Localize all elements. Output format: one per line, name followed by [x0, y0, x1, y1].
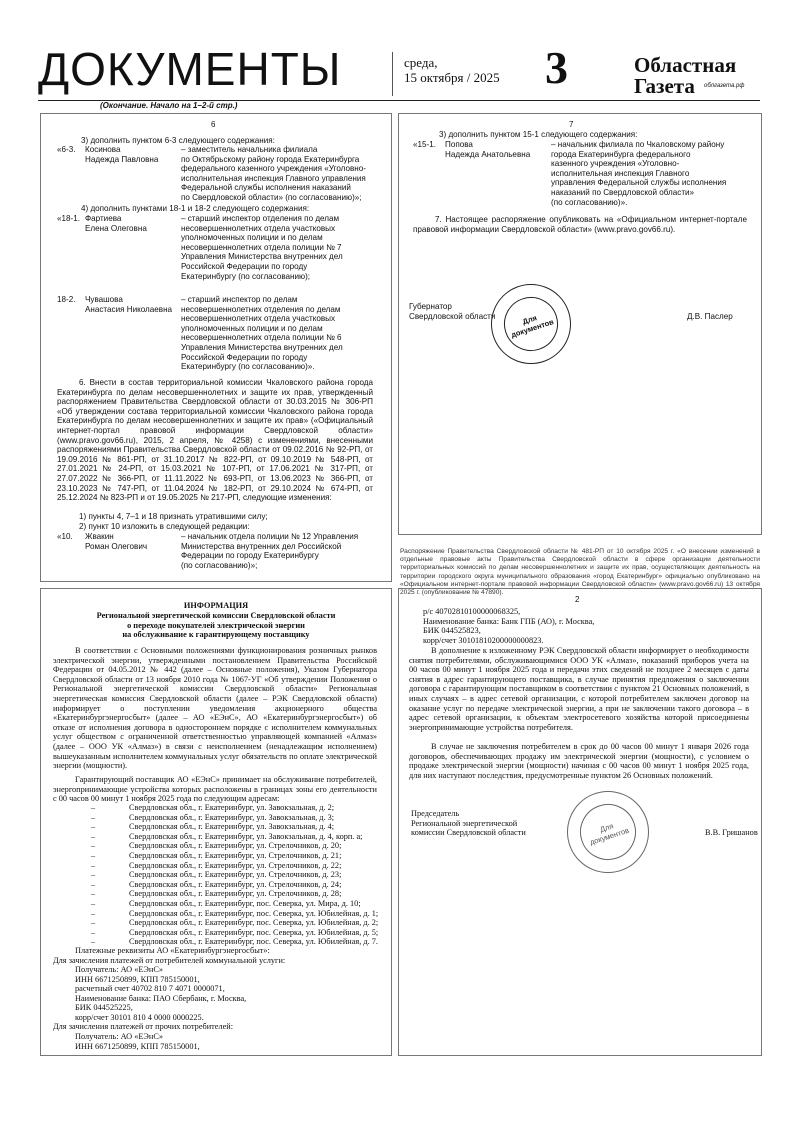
info-paragraph-2: Гарантирующий поставщик АО «ЕЭнС» принимает на обслуживание потребителей, энергопринимающие устройства которых расположены в границах зоны его деятельности с 00 часов 00 минут 1 ноября 2025 года по следующим адресам: [53, 775, 377, 804]
address-item [91, 813, 334, 823]
entry-number: «15-1. [413, 140, 436, 149]
entry-person: Фартиева Елена Олеговна [85, 214, 147, 233]
address-item [91, 803, 334, 813]
doc-page-6 [40, 113, 392, 582]
address-text: Свердловская обл., г. Екатеринбург, ул. Стрелочников, д. 22; [129, 860, 342, 870]
bank-details: р/с 40702810100000068325, Наименование банка: Банк ГПБ (АО), г. Москва, БИК 044525823, корр/счет 30101810200000000823. [423, 607, 595, 645]
info-page-2 [398, 588, 762, 1056]
entry-number: «10. [57, 532, 73, 541]
seal-inner: Для документов [497, 290, 565, 358]
info-page-number: 2 [575, 595, 580, 604]
address-item [91, 899, 361, 909]
info-paragraph-1: В соответствии с Основными положениями функционирования розничных рынков электрической энергии, утвержденными постановлением Правительства Российской Федерации от 04.05.2012 № 442 (далее – Основные положения), Указом Губернатора Свердловской области от 13 ноября 2010 года № 1067-УГ «Об утверждении Положения о Региональной энергетической комиссии Свердловской области» Региональная энергетическая комиссия Свердловской области (далее – РЭК Свердловской области) информирует о поступлении уведомления акционерного общества «Екатеринбургэнергосбыт» (далее – АО «ЕЭнС», АО «Екатеринбургэнергосбыт») об отказе от исполнения договора в одностороннем порядке с исполнителем коммунальных услуг обществом с ограниченной ответственностью управляющей компанией «Алмаз» (далее – ООО УК «Алмаз») в связи с неисполнением (ненадлежащим исполнением) вышеуказанным исполнителем коммунальных услуг обязательств по оплате электрической энергии (мощности). [53, 646, 377, 771]
entry-position: – старший инспектор по делам несовершеннолетних отделения по делам несовершеннолетних отдела участковых уполномоченных полиции и по делам несовершеннолетних отдела полиции № 6 Управления Министерства внутренних дел Российской Федерации по городу Екатеринбургу (по согласованию)». [181, 295, 343, 372]
entry-person: Чувашова Анастасия Николаевна [85, 295, 173, 314]
info-page-1 [40, 588, 392, 1056]
address-item [91, 918, 378, 928]
list-dash: – [91, 851, 96, 860]
signer-name: Д.В. Паслер [687, 312, 733, 321]
brand-line-2: Газета [634, 74, 695, 98]
address-item [91, 870, 341, 880]
official-seal [567, 791, 649, 873]
address-text: Свердловская обл., г. Екатеринбург, ул. Стрелочников, д. 21; [129, 851, 342, 860]
amend-intro-15-1: 3) дополнить пунктом 15-1 следующего содержания: [439, 130, 638, 139]
list-dash: – [91, 937, 96, 947]
address-item [91, 928, 378, 938]
doc-page-number: 6 [211, 120, 216, 129]
entry-person: Косинова Надежда Павловна [85, 145, 159, 164]
entry-person: Жвакин Роман Олегович [85, 532, 148, 551]
entry-position: – старший инспектор отделения по делам несовершеннолетних отдела участковых уполномоченных полиции и по делам несовершеннолетних отдела полиции № 7 Управления Министерства внутренних дел Российской Федерации по городу Екатеринбургу (по согласованию); [181, 214, 343, 281]
entry-position: – начальник отдела полиции № 12 Управления Министерства внутренних дел Российской Федерации по городу Екатеринбургу (по согласованию)»; [181, 532, 359, 570]
doc-page-7 [398, 113, 762, 535]
entry-number: «18-1. [57, 214, 80, 223]
list-dash: – [91, 803, 96, 812]
address-text: Свердловская обл., г. Екатеринбург, пос. Северка, ул. Юбилейная, д. 7. [129, 937, 378, 947]
info-subtitle: Региональной энергетической комиссии Свердловской области о переходе покупателей электрической энергии на обслуживание к гарантирующему поставщику [96, 611, 336, 640]
address-item [91, 861, 341, 871]
entry-person: Попова Надежда Анатольевна [445, 140, 531, 159]
signer-name: В.В. Гришанов [705, 828, 758, 837]
address-text: Свердловская обл., г. Екатеринбург, ул. Завокзальная, д. 3; [129, 812, 335, 822]
entry-position: – заместитель начальника филиала по Октябрьскому району города Екатеринбурга федерального казенного учреждения «Уголовно- исполнительная инспекция Главного управления Федеральной службы исполнения наказаний по Свердловской области» (по согласованию)»; [181, 145, 366, 202]
address-text: Свердловская обл., г. Екатеринбург, ул. Стрелочников, д. 23; [129, 870, 342, 880]
issue-date-text: 15 октября / 2025 [404, 70, 500, 85]
brand-line-1: Областная [634, 53, 737, 77]
payment-details-utility: Получатель: АО «ЕЭнС» ИНН 6671250899, КПП 785150001, расчетный счет 40702 810 7 4071 0000071, Наименование банка: ПАО Сбербанк, г. Москва, БИК 044525225, корр/счет 30101 810 4 0000 0000225. [75, 965, 247, 1022]
amend-intro-4: 4) дополнить пунктами 18-1 и 18-2 следующего содержания: [81, 204, 310, 213]
address-item [91, 841, 341, 851]
list-dash: – [91, 841, 96, 851]
seal-inner: Для документов [573, 797, 644, 868]
list-dash: – [91, 908, 96, 918]
signer-title: Председатель Региональной энергетической комиссии Свердловской области [411, 809, 526, 838]
address-text: Свердловская обл., г. Екатеринбург, пос. Северка, ул. Юбилейная, д. 5; [129, 927, 379, 937]
payment-details-other: Получатель: АО «ЕЭнС» ИНН 6671250899, КПП 785150001, [75, 1032, 200, 1051]
address-item [91, 822, 334, 832]
address-text: Свердловская обл., г. Екатеринбург, пос. Северка, ул. Мира, д. 10; [129, 899, 361, 908]
info-title: ИНФОРМАЦИЯ [183, 601, 249, 610]
payment-details-other-heading: Для зачисления платежей от прочих потребителей: [53, 1022, 234, 1031]
entry-position: – начальник филиала по Чкаловскому району города Екатеринбурга федерального казенного учреждения «Уголовно- исполнительная инспекция Главного управления Федеральной службы исполнения наказаний по Свердловской области» (по согласованию)». [551, 140, 727, 207]
address-item [91, 889, 341, 899]
address-text: Свердловская обл., г. Екатеринбург, ул. Стрелочников, д. 20; [129, 841, 342, 851]
list-dash: – [91, 918, 96, 928]
official-seal [491, 284, 571, 364]
address-text: Свердловская обл., г. Екатеринбург, ул. Стрелочников, д. 24; [129, 879, 342, 889]
payment-details-heading: Платежные реквизиты АО «Екатеринбургэнергосбыт»: Для зачисления платежей от потребителей коммунальной услуги: [53, 946, 286, 965]
address-item [91, 909, 378, 919]
address-text: Свердловская обл., г. Екатеринбург, ул. Завокзальная, д. 4, корп. а; [129, 831, 363, 841]
list-dash: – [91, 899, 96, 908]
publication-footnote: Распоряжение Правительства Свердловской области № 481-РП от 10 октября 2025 г. «О внесении изменений в отдельные правовые акты Правительства Свердловской области в сфере организации деятельности территориальных комиссий по делам несовершеннолетних и защите их прав, осуществляющих деятельность на территории городского округа муниципального образования «город Екатеринбург» официально опубликовано на «Официальном интернет-портале правовой информации Свердловской области» (www.pravo.gov66.ru) 13 октября 2025 г. (опубликование № 47890). [400, 548, 760, 597]
address-text: Свердловская обл., г. Екатеринбург, ул. Стрелочников, д. 28; [129, 889, 342, 899]
list-dash: – [91, 822, 96, 832]
info-paragraph-3: В дополнение к изложенному РЭК Свердловской области информирует о необходимости снятия потребителями, обслуживающимися ООО УК «Алмаз», показаний приборов учета на 00 часов 00 минут 1 ноября 2025 года и передачи этих сведений не позднее 2 месяцев с даты снятия в адрес гарантирующего поставщика, в случае принятия предложения о заключении договора с гарантирующим поставщиком в соответствии с пунктом 21 Основных положений, в иных случаях – в адрес сетевой организации, с которой потребителем заключен договор на оказание услуг по передаче электрической энергии, а при не заключении такого договора – в адрес сетевой организации, к объектам электросетевого хозяйства которой присоединены энергопринимающие устройства потребителя. [409, 646, 749, 732]
list-dash: – [91, 831, 96, 841]
address-text: Свердловская обл., г. Екатеринбург, пос. Северка, ул. Юбилейная, д. 2; [129, 918, 379, 928]
section-title: ДОКУМЕНТЫ [38, 43, 342, 95]
brand-url: облгазета.рф [704, 83, 745, 89]
newspaper-logo [634, 55, 736, 97]
list-dash: – [91, 879, 96, 889]
entry-number: «6-3. [57, 145, 76, 154]
amend-paragraph-6: 6. Внести в состав территориальной комиссии Чкаловского района города Екатеринбурга по делам несовершеннолетних и защите их прав, утвержденный распоряжением Правительства Свердловской области от 30.03.2015 № 306-РП «Об утверждении состава территориальной комиссии Чкаловского района города Екатеринбурга по делам несовершеннолетних и защите их прав» («Официальный интернет-портал правовой информации Свердловской области» (www.pravo.gov66.ru), 2015, 2 апреля, № 4258) с изменениями, внесенными распоряжениями Правительства Свердловской области от 09.02.2016 № 92-РП, от 19.09.2016 № 861-РП, от 31.10.2017 № 822-РП, от 09.10.2019 № 548-РП, от 27.01.2021 № 24-РП, от 15.03.2021 № 107-РП, от 17.06.2021 № 317-РП, от 27.07.2022 № 366-РП, от 11.11.2022 № 693-РП, от 13.06.2023 № 366-РП, от 23.10.2023 № 747-РП, от 11.04.2024 № 182-РП, от 29.10.2024 № 674-РП, от 25.12.2024 № 823-РП и от 19.05.2025 № 217-РП, следующие изменения: [57, 378, 373, 503]
signer-title: Губернатор Свердловской области [409, 302, 496, 321]
list-dash: – [91, 870, 96, 880]
continuation-note: (Окончание. Начало на 1–2-й стр.) [100, 101, 238, 110]
page-number: 3 [545, 42, 568, 93]
publication-paragraph: 7. Настоящее распоряжение опубликовать на «Официальном интернет-портале правовой информации Свердловской области» (www.pravo.gov66.ru). [413, 215, 747, 234]
address-item [91, 880, 341, 890]
amend-intro-3: 3) дополнить пунктом 6-3 следующего содержания: [81, 136, 275, 145]
address-text: Свердловская обл., г. Екатеринбург, ул. Завокзальная, д. 2; [129, 803, 335, 812]
list-dash: – [91, 860, 96, 870]
entry-number: 18-2. [57, 295, 76, 304]
issue-date [404, 55, 500, 85]
issue-day: среда, [404, 55, 438, 70]
list-dash: – [91, 812, 96, 822]
list-dash: – [91, 927, 96, 937]
address-item [91, 832, 362, 842]
address-text: Свердловская обл., г. Екатеринбург, ул. Завокзальная, д. 4; [129, 822, 335, 832]
amend-item-1: 1) пункты 4, 7–1 и 18 признать утратившими силу; [79, 512, 268, 521]
address-text: Свердловская обл., г. Екатеринбург, пос. Северка, ул. Юбилейная, д. 1; [129, 908, 379, 918]
doc-page-number: 7 [569, 120, 574, 129]
masthead-divider [392, 52, 393, 96]
list-dash: – [91, 889, 96, 899]
address-item [91, 851, 341, 861]
info-paragraph-4: В случае не заключения потребителем в срок до 00 часов 00 минут 1 января 2026 года договоров, обеспечивающих продажу им электрической энергии (мощности), с условием о продаже электрической энергии (мощности) начиная с 00 часов 00 минут 1 ноября 2025 года, для них наступают последствия, предусмотренные пунктом 26 Основных положений. [409, 742, 749, 780]
amend-item-2: 2) пункт 10 изложить в следующей редакции: [79, 522, 250, 531]
